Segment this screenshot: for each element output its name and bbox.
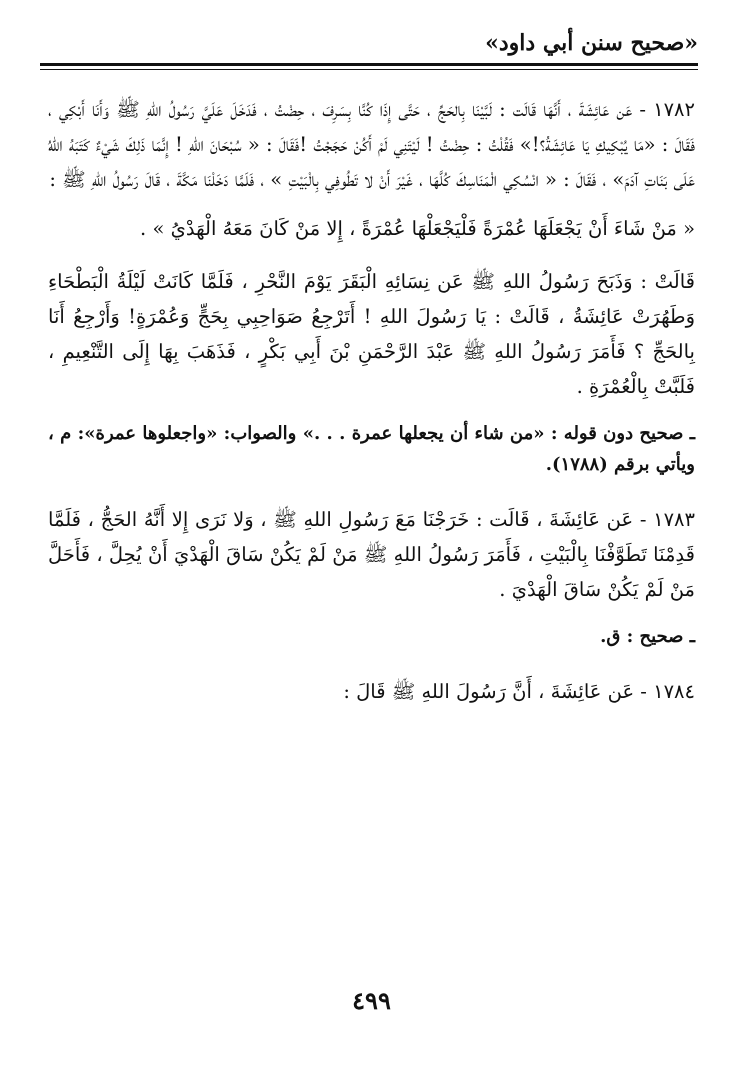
hadith-1783-grade: ـ صحيح : ق.: [600, 626, 695, 647]
spacer: [48, 197, 695, 211]
hadith-1783-text: ١٧٨٣ - عَن عَائِشَةَ ، قَالَت : خَرَجْنَا مَعَ رَسُولِ اللهِ ﷺ ، وَلا نَرَى إِلا أَنَّهُ الحَجُّ ، فَلَمَّا قَدِمْنَا تَطَوَّفْنَا بِالْبَيْتِ ، فَأَمَرَ رَسُولُ اللهِ ﷺ مَنْ لَمْ يَكُنْ سَاقَ الْهَدْيَ أَنْ يُحِلَّ ، فَأَحَلَّ مَنْ لَمْ يَكُنْ سَاقَ الْهَدْيَ .: [48, 508, 695, 601]
hadith-1782-text: ١٧٨٢ - عَن عَائِشَةَ ، أَنَّهَا قَالَت : لَبَّيْنَا بِالحَجِّ ، حَتَّى إِذَا كُنَّا بِسَرِفَ ، حِضْتُ ، فَدَخَلَ عَلَيَّ رَسُولُ اللهِ ﷺ وَأَنَا أَبْكِي ، فَقَالَ : «مَا يُبْكِيكِ يَا عَائِشَةُ؟!» فَقُلْتُ : حِضْتُ ! لَيْتَنِي لَمْ أَكُنْ حَجَجْتُ !فَقَالَ : « سُبْحَانَ اللهِ ! إِنَّمَا ذَلِكَ شَيْءٌ كَتَبَهُ اللهُ عَلَى بَنَاتِ آدَمَ» ، فَقَالَ : « انْسُكِي الْمَنَاسِكَ كُلَّهَا ، غَيْرَ أَنْ لا تَطُوفِي بِالْبَيْتِ » ، فَلَمَّا دَخَلْنَا مَكَّةَ ، قَالَ رَسُولُ اللهِ ﷺ :: [48, 98, 695, 191]
running-header: [40, 28, 698, 62]
page-body: [48, 92, 695, 709]
hadith-1782-quote: « مَنْ شَاءَ أَنْ يَجْعَلَهَا عُمْرَةً فَلْيَجْعَلْهَا عُمْرَةً ، إِلا مَنْ كَانَ مَعَهُ الْهَدْيُ » .: [140, 217, 695, 240]
book-title: «صحيح سنن أبي داود»: [485, 30, 698, 56]
spacer: [48, 652, 695, 674]
spacer: [48, 480, 695, 502]
hadith-1782-grade: ـ صحيح دون قوله : «من شاء أن يجعلها عمرة . . .» والصواب: «واجعلوها عمرة»: م ، ويأتي برقم (١٧٨٨).: [48, 423, 695, 475]
spacer: [48, 246, 695, 264]
page-number: ٤٩٩: [352, 986, 391, 1015]
header-rule-thick: [40, 63, 698, 66]
hadith-1782-continuation: قَالَتْ : وَذَبَحَ رَسُولُ اللهِ ﷺ عَن نِسَائِهِ الْبَقَرَ يَوْمَ النَّحْرِ ، فَلَمَّا كَانَتْ لَيْلَةُ الْبَطْحَاءِ وَطَهُرَتْ عَائِشَةُ ، قَالَتْ : يَا رَسُولَ اللهِ ! أَتَرْجِعُ صَوَاحِبِي بِحَجٍّ وَعُمْرَةٍ! وَأَرْجِعُ أَنَا بِالحَجِّ ؟ فَأَمَرَ رَسُولُ اللهِ ﷺ عَبْدَ الرَّحْمَنِ بْنَ أَبِي بَكْرٍ ، فَذَهَبَ بِهَا إِلَى التَّنْعِيمِ ، فَلَبَّتْ بِالْعُمْرَةِ .: [48, 270, 695, 398]
spacer: [48, 607, 695, 621]
header-rule-thin: [40, 69, 698, 70]
hadith-1784-text: ١٧٨٤ - عَن عَائِشَةَ ، أَنَّ رَسُولَ اللهِ ﷺ قَالَ :: [343, 680, 695, 703]
spacer: [48, 404, 695, 418]
